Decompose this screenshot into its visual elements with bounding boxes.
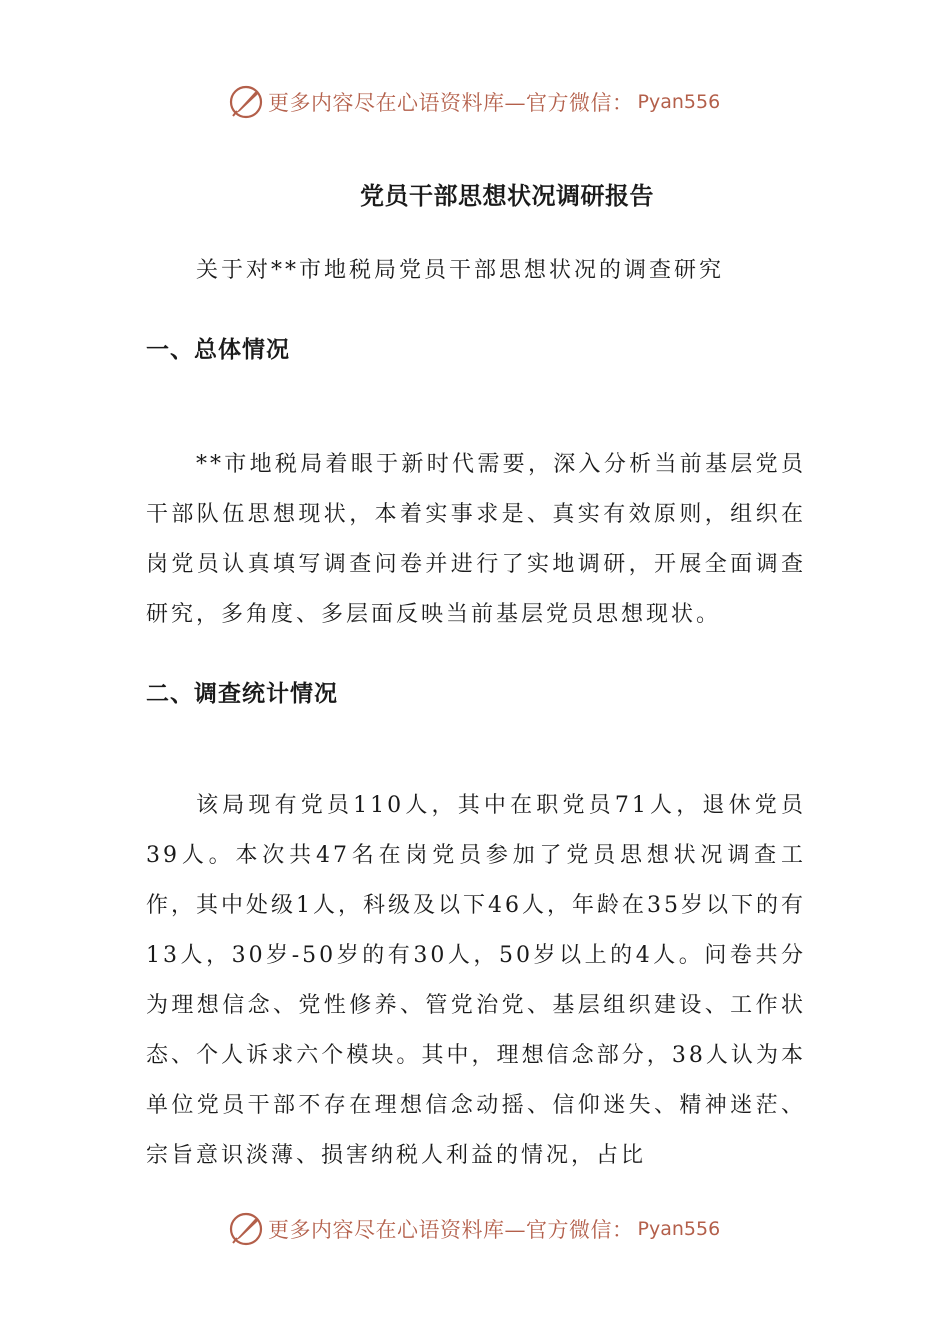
paragraph-overview: **市地税局着眼于新时代需要，深入分析当前基层党员干部队伍思想现状，本着实事求是、真实有效原则，组织在岗党员认真填写调查问卷并进行了实地调研，开展全面调查研究，多角度、多层面反映当前基层党员思想现状。	[146, 452, 806, 627]
banner-text: 更多内容尽在心语资料库—官方微信：	[268, 1218, 634, 1242]
footer-banner	[228, 1209, 720, 1249]
quill-logo-icon	[228, 84, 264, 120]
header-banner	[228, 82, 720, 122]
banner-wechat-id: Pyan556	[637, 91, 721, 113]
page-title: 党员干部思想状况调研报告	[360, 181, 654, 210]
banner-text: 更多内容尽在心语资料库—官方微信：	[268, 91, 634, 115]
paragraph-statistics: 该局现有党员110人，其中在职党员71人，退休党员39人。本次共47名在岗党员参加了党员思想状况调查工作，其中处级1人，科级及以下46人，年龄在35岁以下的有13人，30岁-50岁的有30人，50岁以上的4人。问卷共分为理想信念、党性修养、管党治党、基层组织建设、工作状态、个人诉求六个模块。其中，理想信念部分，38人认为本单位党员干部不存在理想信念动摇、信仰迷失、精神迷茫、宗旨意识淡薄、损害纳税人利益的情况，占比	[146, 793, 806, 1168]
section-heading-overview: 一、总体情况	[146, 337, 290, 363]
section-heading-statistics: 二、调查统计情况	[146, 681, 338, 707]
banner-wechat-id: Pyan556	[637, 1218, 721, 1240]
subtitle: 关于对**市地税局党员干部思想状况的调查研究	[196, 258, 725, 283]
quill-logo-icon	[228, 1211, 264, 1247]
